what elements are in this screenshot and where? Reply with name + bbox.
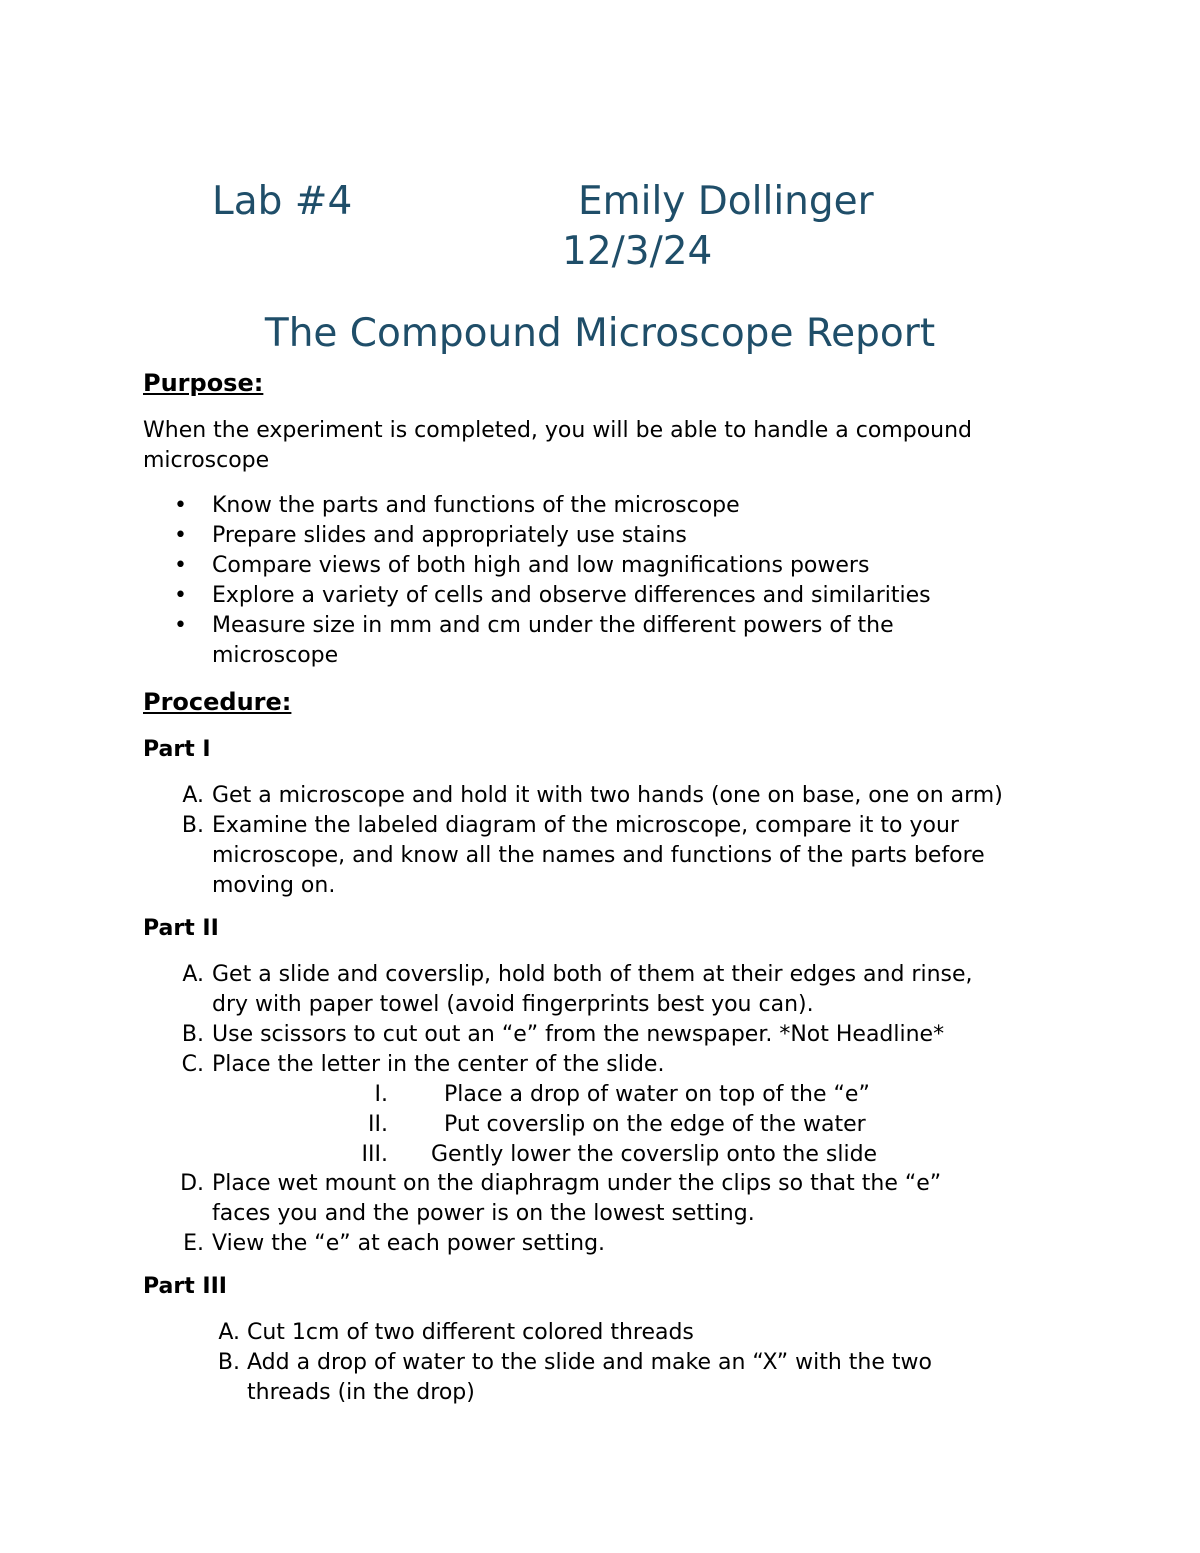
part-3-title: Part III: [143, 1274, 227, 1299]
step-text-continued: faces you and the power is on the lowest setting.: [212, 1201, 755, 1226]
step-text: Get a slide and coverslip, hold both of them at their edges and rinse,: [212, 962, 973, 987]
purpose-bullet-item: Measure size in mm and cm under the different powers of the: [212, 613, 894, 638]
purpose-bullet-item: Compare views of both high and low magnifications powers: [212, 553, 870, 578]
step-text-continued: threads (in the drop): [247, 1380, 475, 1405]
purpose-bullet-item-continued: microscope: [212, 643, 339, 668]
report-title: The Compound Microscope Report: [264, 311, 936, 356]
purpose-bullet-item: Know the parts and functions of the microscope: [212, 493, 740, 518]
step-marker: E.: [183, 1231, 204, 1256]
step-marker: B.: [181, 813, 204, 838]
bullet-icon: •: [174, 493, 187, 518]
step-marker: A.: [218, 1320, 240, 1345]
report-date: 12/3/24: [562, 229, 713, 274]
bullet-icon: •: [174, 553, 187, 578]
step-text-continued: microscope, and know all the names and functions of the parts before: [212, 843, 985, 868]
substep-marker: II.: [368, 1112, 388, 1137]
purpose-bullet-item: Explore a variety of cells and observe differences and similarities: [212, 583, 931, 608]
step-marker: A.: [182, 783, 204, 808]
step-text: Examine the labeled diagram of the microscope, compare it to your: [212, 813, 959, 838]
lab-number: Lab #4: [212, 179, 353, 224]
procedure-heading: Procedure:: [143, 688, 292, 716]
step-text: Cut 1cm of two different colored threads: [247, 1320, 694, 1345]
substep-text: Put coverslip on the edge of the water: [444, 1112, 866, 1137]
substep-text: Place a drop of water on top of the “e”: [444, 1082, 870, 1107]
purpose-intro-line-1: When the experiment is completed, you will be able to handle a compound: [143, 418, 973, 443]
substep-text: Gently lower the coverslip onto the slide: [431, 1142, 878, 1167]
step-text: View the “e” at each power setting.: [212, 1231, 606, 1256]
part-1-title: Part I: [143, 737, 211, 762]
step-marker: B.: [181, 1022, 204, 1047]
step-marker: A.: [182, 962, 204, 987]
substep-marker: I.: [374, 1082, 388, 1107]
purpose-heading: Purpose:: [143, 369, 264, 397]
purpose-intro-line-2: microscope: [143, 448, 270, 473]
step-marker: B.: [217, 1350, 240, 1375]
author-name: Emily Dollinger: [578, 179, 874, 224]
step-text-continued: moving on.: [212, 873, 336, 898]
purpose-bullet-item: Prepare slides and appropriately use stains: [212, 523, 687, 548]
step-text: Use scissors to cut out an “e” from the newspaper. *Not Headline*: [212, 1022, 945, 1047]
step-marker: C.: [181, 1052, 204, 1077]
bullet-icon: •: [174, 583, 187, 608]
part-2-title: Part II: [143, 916, 219, 941]
bullet-icon: •: [174, 613, 187, 638]
step-text: Place wet mount on the diaphragm under the clips so that the “e”: [212, 1171, 942, 1196]
step-text: Add a drop of water to the slide and make an “X” with the two: [247, 1350, 932, 1375]
substep-marker: III.: [361, 1142, 388, 1167]
bullet-icon: •: [174, 523, 187, 548]
step-text-continued: dry with paper towel (avoid fingerprints best you can).: [212, 992, 814, 1017]
step-text: Get a microscope and hold it with two hands (one on base, one on arm): [212, 783, 1003, 808]
step-marker: D.: [180, 1171, 204, 1196]
step-text: Place the letter in the center of the slide.: [212, 1052, 665, 1077]
